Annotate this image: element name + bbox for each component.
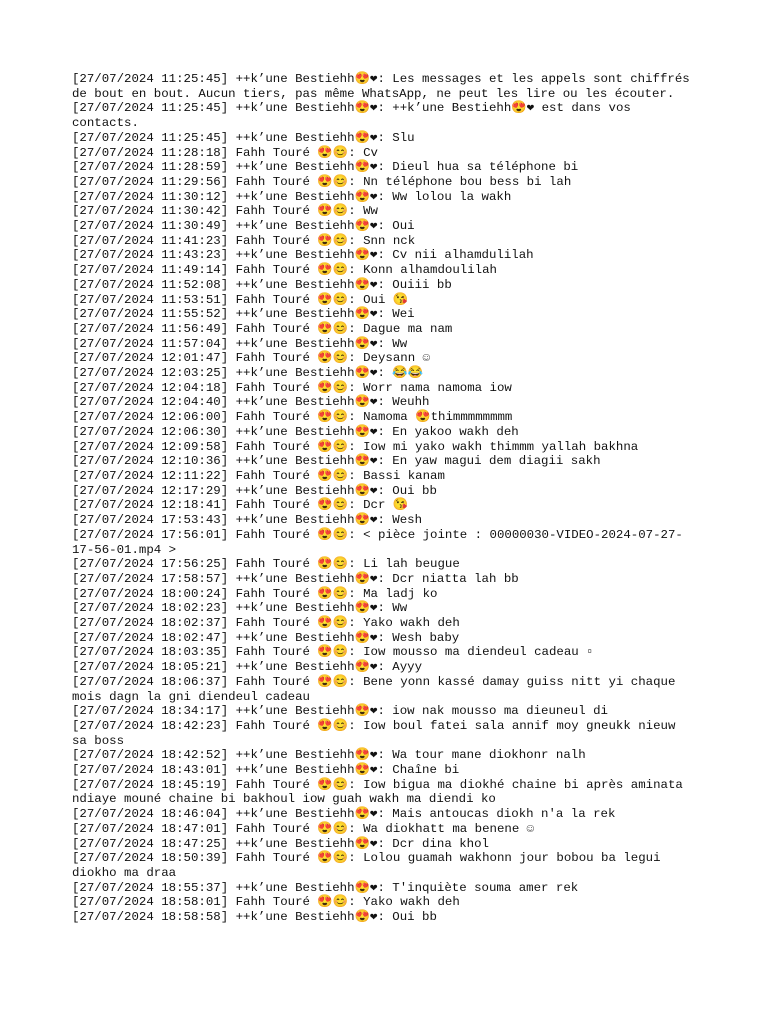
chat-message-line: [27/07/2024 12:06:00] Fahh Touré 😍😊: Namoma 😍thimmmmmmmm <box>72 410 513 425</box>
chat-message-line: [27/07/2024 11:30:49] ++k’une Bestiehh😍❤: Oui <box>72 219 415 234</box>
chat-message-line: [27/07/2024 17:56:01] Fahh Touré 😍😊: < pièce jointe : 00000030-VIDEO-2024-07-27-17-56-01.mp4 > <box>72 527 683 557</box>
chat-message-line: [27/07/2024 12:09:58] Fahh Touré 😍😊: Iow mi yako wakh thimmm yallah bakhna <box>72 439 639 454</box>
chat-message-line: [27/07/2024 18:42:52] ++k’une Bestiehh😍❤: Wa tour mane diokhonr nalh <box>72 748 586 763</box>
chat-message-line: [27/07/2024 18:00:24] Fahh Touré 😍😊: Ma ladj ko <box>72 586 438 601</box>
chat-message-line: [27/07/2024 12:01:47] Fahh Touré 😍😊: Deysann ☺ <box>72 351 431 366</box>
chat-message-line: [27/07/2024 12:03:25] ++k’une Bestiehh😍❤: 😂😂 <box>72 366 424 381</box>
chat-message-line: [27/07/2024 17:56:25] Fahh Touré 😍😊: Li lah beugue <box>72 557 460 572</box>
chat-message-line: [27/07/2024 11:28:18] Fahh Touré 😍😊: Cv <box>72 145 378 160</box>
chat-message-line: [27/07/2024 18:03:35] Fahh Touré 😍😊: Iow mousso ma diendeul cadeau ▫ <box>72 645 594 660</box>
chat-message-line: [27/07/2024 11:57:04] ++k’une Bestiehh😍❤: Ww <box>72 336 408 351</box>
chat-message-line: [27/07/2024 17:53:43] ++k’une Bestiehh😍❤: Wesh <box>72 513 423 528</box>
chat-message-line: [27/07/2024 11:30:12] ++k’une Bestiehh😍❤: Ww lolou la wakh <box>72 189 512 204</box>
chat-message-line: [27/07/2024 18:46:04] ++k’une Bestiehh😍❤: Mais antoucas diokh n'a la rek <box>72 807 616 822</box>
chat-message-line: [27/07/2024 11:43:23] ++k’une Bestiehh😍❤: Cv nii alhamdulilah <box>72 248 534 263</box>
chat-message-line: [27/07/2024 18:47:01] Fahh Touré 😍😊: Wa diokhatt ma benene ☺ <box>72 821 535 836</box>
chat-message-line: [27/07/2024 18:43:01] ++k’une Bestiehh😍❤: Chaîne bi <box>72 763 460 778</box>
chat-message-line: [27/07/2024 12:18:41] Fahh Touré 😍😊: Dcr 😘 <box>72 498 409 513</box>
chat-message-line: [27/07/2024 12:04:40] ++k’une Bestiehh😍❤: Weuhh <box>72 395 430 410</box>
chat-message-line: [27/07/2024 11:28:59] ++k’une Bestiehh😍❤: Dieul hua sa téléphone bi <box>72 160 579 175</box>
chat-message-line: [27/07/2024 18:55:37] ++k’une Bestiehh😍❤: T'inquiète souma amer rek <box>72 880 579 895</box>
chat-message-line: [27/07/2024 12:04:18] Fahh Touré 😍😊: Worr nama namoma iow <box>72 380 512 395</box>
chat-message-line: [27/07/2024 11:49:14] Fahh Touré 😍😊: Konn alhamdoulilah <box>72 263 497 278</box>
chat-message-line: [27/07/2024 18:05:21] ++k’une Bestiehh😍❤: Ayyy <box>72 660 423 675</box>
chat-transcript <box>72 72 698 925</box>
chat-message-line: [27/07/2024 12:10:36] ++k’une Bestiehh😍❤: En yaw magui dem diagii sakh <box>72 454 601 469</box>
chat-message-line: [27/07/2024 11:30:42] Fahh Touré 😍😊: Ww <box>72 204 378 219</box>
chat-message-line: [27/07/2024 18:02:23] ++k’une Bestiehh😍❤: Ww <box>72 601 408 616</box>
chat-message-line: [27/07/2024 11:55:52] ++k’une Bestiehh😍❤: Wei <box>72 307 415 322</box>
chat-message-line: [27/07/2024 18:47:25] ++k’une Bestiehh😍❤: Dcr dina khol <box>72 836 489 851</box>
chat-message-line: [27/07/2024 18:58:01] Fahh Touré 😍😊: Yako wakh deh <box>72 895 460 910</box>
chat-message-line: [27/07/2024 12:06:30] ++k’une Bestiehh😍❤: En yakoo wakh deh <box>72 424 519 439</box>
chat-message-line: [27/07/2024 17:58:57] ++k’une Bestiehh😍❤: Dcr niatta lah bb <box>72 571 519 586</box>
chat-message-line: [27/07/2024 18:58:58] ++k’une Bestiehh😍❤: Oui bb <box>72 910 437 925</box>
chat-message-line: [27/07/2024 11:25:45] ++k’une Bestiehh😍❤: Les messages et les appels sont chiffrés de bout en bout. Aucun tiers, pas même WhatsApp, ne peut les lire ou les écouter. <box>72 72 698 101</box>
chat-message-line: [27/07/2024 11:25:45] ++k’une Bestiehh😍❤: Slu <box>72 130 415 145</box>
chat-message-line: [27/07/2024 12:17:29] ++k’une Bestiehh😍❤: Oui bb <box>72 483 437 498</box>
chat-message-line: [27/07/2024 18:45:19] Fahh Touré 😍😊: Iow bigua ma diokhé chaine bi après aminata ndiaye mouné chaine bi bakhoul iow guah wakh ma diendi ko <box>72 777 691 807</box>
chat-message-line: [27/07/2024 11:53:51] Fahh Touré 😍😊: Oui 😘 <box>72 292 409 307</box>
chat-message-line: [27/07/2024 12:11:22] Fahh Touré 😍😊: Bassi kanam <box>72 468 445 483</box>
chat-message-line: [27/07/2024 18:02:47] ++k’une Bestiehh😍❤: Wesh baby <box>72 630 460 645</box>
chat-message-line: [27/07/2024 18:50:39] Fahh Touré 😍😊: Lolou guamah wakhonn jour bobou ba legui diokho ma draa <box>72 851 668 880</box>
chat-message-line: [27/07/2024 18:06:37] Fahh Touré 😍😊: Bene yonn kassé damay guiss nitt yi chaque mois dagn la gni diendeul cadeau <box>72 674 683 704</box>
chat-message-line: [27/07/2024 18:02:37] Fahh Touré 😍😊: Yako wakh deh <box>72 616 460 631</box>
chat-message-line: [27/07/2024 11:41:23] Fahh Touré 😍😊: Snn nck <box>72 233 416 248</box>
chat-message-line: [27/07/2024 11:56:49] Fahh Touré 😍😊: Dague ma nam <box>72 321 453 336</box>
chat-message-line: [27/07/2024 18:34:17] ++k’une Bestiehh😍❤: iow nak mousso ma dieuneul di <box>72 704 608 719</box>
chat-message-line: [27/07/2024 11:29:56] Fahh Touré 😍😊: Nn téléphone bou bess bi lah <box>72 174 572 189</box>
chat-message-line: [27/07/2024 11:25:45] ++k’une Bestiehh😍❤: ++k’une Bestiehh😍❤ est dans vos contacts. <box>72 101 639 131</box>
chat-message-line: [27/07/2024 18:42:23] Fahh Touré 😍😊: Iow boul fatei sala annif moy gneukk nieuw sa boss <box>72 718 683 748</box>
chat-message-line: [27/07/2024 11:52:08] ++k’une Bestiehh😍❤: Ouiii bb <box>72 277 452 292</box>
